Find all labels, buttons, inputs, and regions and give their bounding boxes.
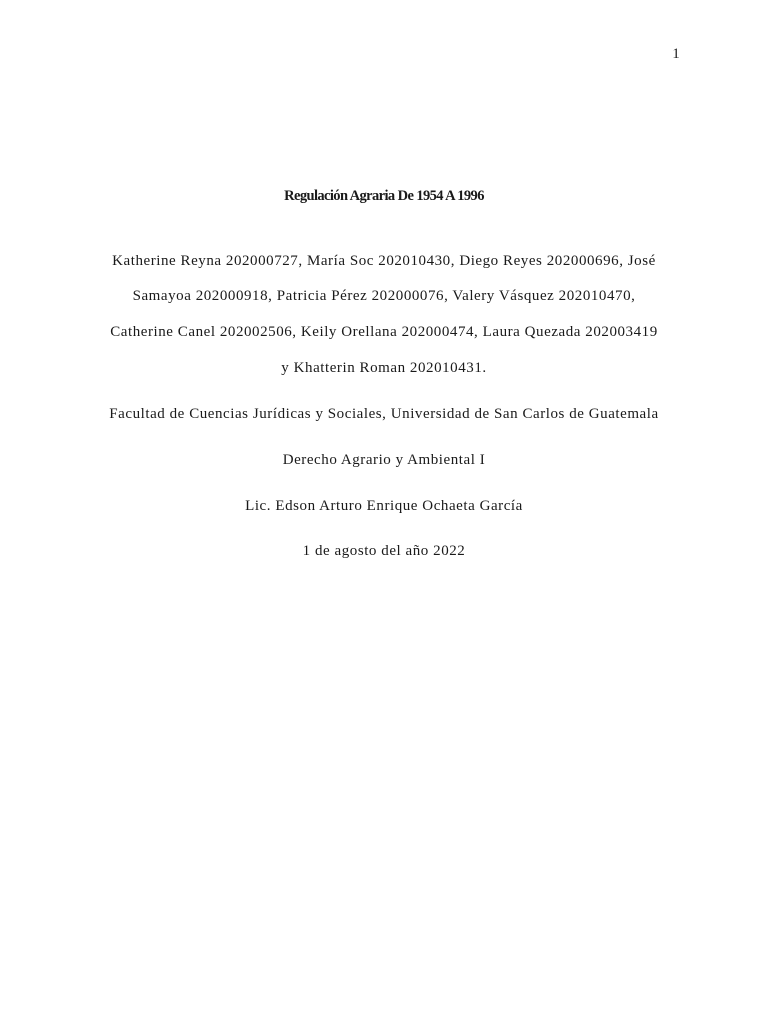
- course-name: Derecho Agrario y Ambiental I: [282, 452, 486, 468]
- authors-line-3: Catherine Canel 202002506, Keily Orellana 202000474, Laura Quezada 202003419: [110, 324, 658, 340]
- faculty-affiliation: Facultad de Cuencias Jurídicas y Sociales, Universidad de San Carlos de Guatemala: [109, 406, 659, 422]
- authors-line-4: y Khatterin Roman 202010431.: [281, 360, 487, 376]
- professor-name: Lic. Edson Arturo Enrique Ochaeta García: [245, 498, 523, 514]
- authors-line-2: Samayoa 202000918, Patricia Pérez 202000076, Valery Vásquez 202010470,: [132, 288, 636, 304]
- document-title: Regulación Agraria De 1954 A 1996: [284, 188, 484, 204]
- authors-line-1: Katherine Reyna 202000727, María Soc 202010430, Diego Reyes 202000696, José: [112, 253, 656, 269]
- document-date: 1 de agosto del año 2022: [302, 543, 466, 559]
- page-number: 1: [672, 46, 680, 62]
